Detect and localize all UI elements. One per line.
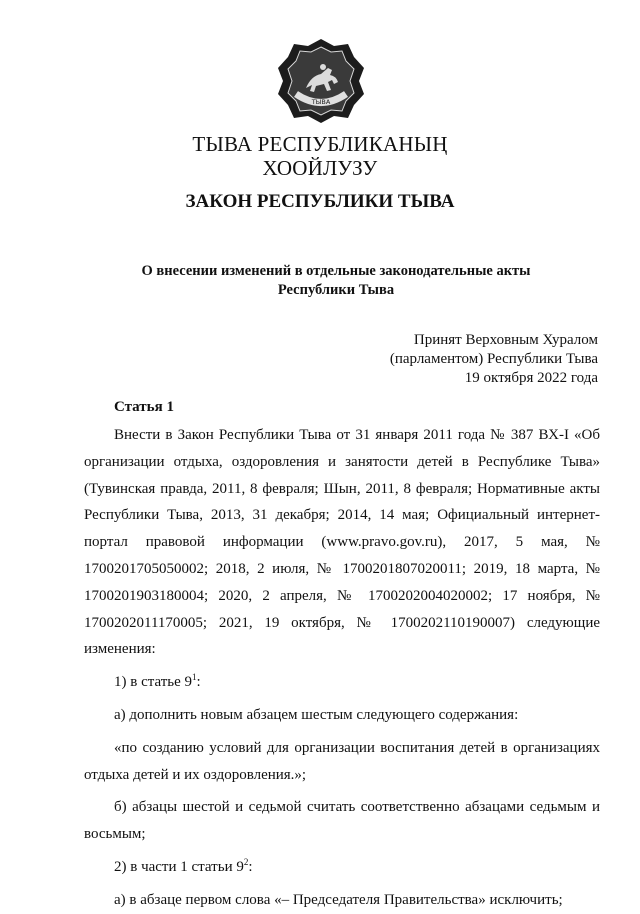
- law-title: ЗАКОН РЕСПУБЛИКИ ТЫВА: [185, 191, 455, 212]
- svg-text:ТЫВА: ТЫВА: [311, 98, 331, 106]
- item-1: 1) в статье $9^1$:: [114, 672, 201, 691]
- adoption-line1: Принят Верховным Хуралом: [413, 332, 598, 348]
- article-heading: Статья 1: [114, 399, 174, 415]
- law-subject-line1: О внесении изменений в отдельные законодательные акты: [141, 263, 531, 279]
- adoption-block: [390, 331, 598, 388]
- superscript: 1: [192, 672, 197, 683]
- quote-line: «по созданию условий для организации воспитания детей в организациях: [114, 739, 600, 756]
- intro-line: Республики Тыва, 2013, 31 декабря; 2014, 14 мая; Официальный интернет-: [84, 507, 600, 524]
- parliament-name-line1: ТЫВА РЕСПУБЛИКАНЫҢ: [192, 132, 448, 156]
- intro-line: (Тувинская правда, 2011, 8 февраля; Шын, 2011, 8 февраля; Нормативные акты: [84, 480, 600, 497]
- law-subject-line2: Республики Тыва: [277, 282, 395, 298]
- item-1b-line: б) абзацы шестой и седьмой считать соответственно абзацами седьмым и: [114, 799, 600, 816]
- adoption-line2: (парламентом) Республики Тыва: [389, 351, 598, 367]
- intro-line: изменения:: [84, 641, 156, 658]
- parliament-name-line2: ХООЙЛУЗУ: [262, 156, 378, 180]
- adoption-date: 19 октября 2022 года: [464, 370, 598, 386]
- item-2a: а) в абзаце первом слова «– Председателя Правительства» исключить;: [114, 891, 563, 908]
- item-2: 2) в части 1 статьи $9^2$:: [114, 856, 253, 875]
- intro-line: портал правовой информации (www.pravo.gov.ru), 2017, 5 мая, №: [84, 534, 600, 551]
- intro-line: организации отдыха, оздоровления и занятости детей в Республике Тыва»: [84, 453, 600, 470]
- item-1a: а) дополнить новым абзацем шестым следующего содержания:: [114, 706, 519, 723]
- item-1b-line: восьмым;: [84, 826, 146, 843]
- intro-line: Внести в Закон Республики Тыва от 31 января 2011 года № 387 ВХ-I «Об: [114, 427, 600, 443]
- article-body: [84, 422, 600, 914]
- parliament-name: [0, 132, 640, 180]
- intro-line: 1700201705050002; 2018, 2 июля, № 1700201807020011; 2019, 18 марта, №: [84, 560, 600, 577]
- superscript: 2: [243, 856, 249, 867]
- law-subject: [16, 262, 640, 300]
- intro-line: 1700201903180004; 2020, 2 апреля, № 1700202004020002; 17 ноября, №: [84, 587, 600, 604]
- quote-line: отдыха детей и их оздоровления.»;: [84, 766, 307, 783]
- intro-line: 1700202011170005; 2021, 19 октября, № 1700202110190007) следующие: [84, 614, 600, 631]
- republic-emblem-icon: [276, 36, 366, 126]
